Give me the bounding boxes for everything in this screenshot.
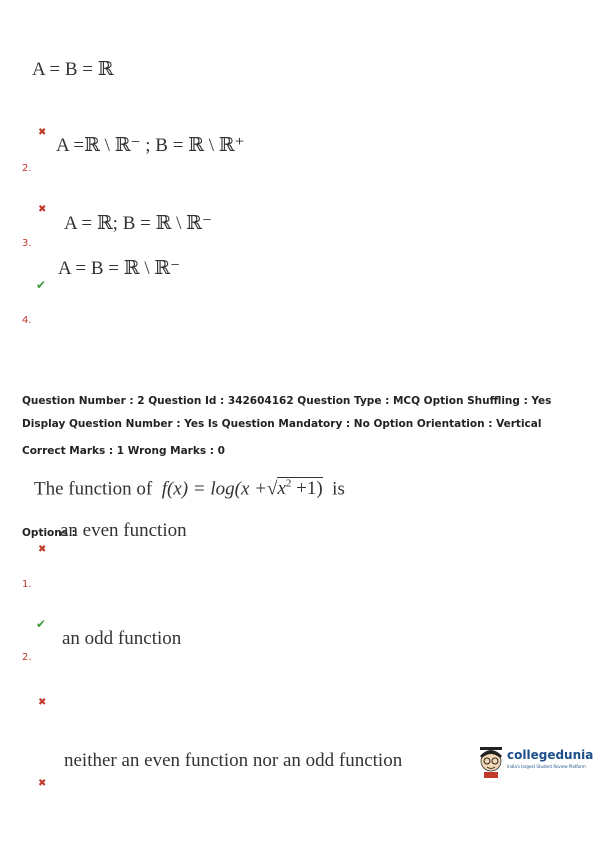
- prev-option-3-text: A = ℝ; B = ℝ \ ℝ⁻: [64, 213, 212, 234]
- question-meta-line-1: Question Number : 2 Question Id : 342604162 Question Type : MCQ Option Shuffling : Yes: [22, 395, 552, 407]
- wrong-mark-icon: ✖: [38, 127, 47, 138]
- prev-option-4-text: A = B = ℝ \ ℝ⁻: [58, 258, 181, 279]
- logo-name: collegedunia: [507, 748, 594, 762]
- wrong-mark-icon: ✖: [38, 778, 47, 789]
- wrong-mark-icon: ✖: [38, 544, 47, 555]
- wrong-mark-icon: ✖: [38, 697, 47, 708]
- prev-option-3-number: 3.: [22, 238, 32, 249]
- stem-radicand: $x^2 +1$): [277, 478, 323, 500]
- student-mascot-icon: [476, 742, 506, 780]
- options-label: Options :: [22, 527, 76, 539]
- prev-option-4-number: 4.: [22, 315, 32, 326]
- option-3-text: neither an even function nor an odd function: [64, 750, 403, 771]
- stem-suffix: is: [332, 478, 345, 500]
- option-1-text: an even function: [60, 520, 187, 541]
- correct-mark-icon: ✔: [36, 617, 47, 631]
- prev-option-2-number: 2.: [22, 163, 32, 174]
- stem-prefix: The function of: [34, 478, 153, 500]
- question-meta-line-2: Display Question Number : Yes Is Question Mandatory : No Option Orientation : Vertical: [22, 418, 542, 430]
- question-stem: [34, 478, 345, 500]
- prev-option-2-text: A =ℝ \ ℝ⁻ ; B = ℝ \ ℝ⁺: [56, 135, 245, 156]
- option-2-number: 2.: [22, 652, 32, 663]
- option-2-text: an odd function: [62, 628, 182, 649]
- correct-mark-icon: ✔: [36, 278, 47, 292]
- stem-function: f(x) = log(x +: [161, 478, 267, 500]
- sqrt-sign: √: [267, 478, 278, 500]
- collegedunia-logo: [476, 742, 594, 782]
- prev-option-1-text: A = B = ℝ: [32, 59, 114, 80]
- option-1-number: 1.: [22, 579, 32, 590]
- wrong-mark-icon: ✖: [38, 204, 47, 215]
- logo-tagline: India's largest Student Review Platform: [507, 764, 586, 769]
- question-meta-line-3: Correct Marks : 1 Wrong Marks : 0: [22, 445, 225, 457]
